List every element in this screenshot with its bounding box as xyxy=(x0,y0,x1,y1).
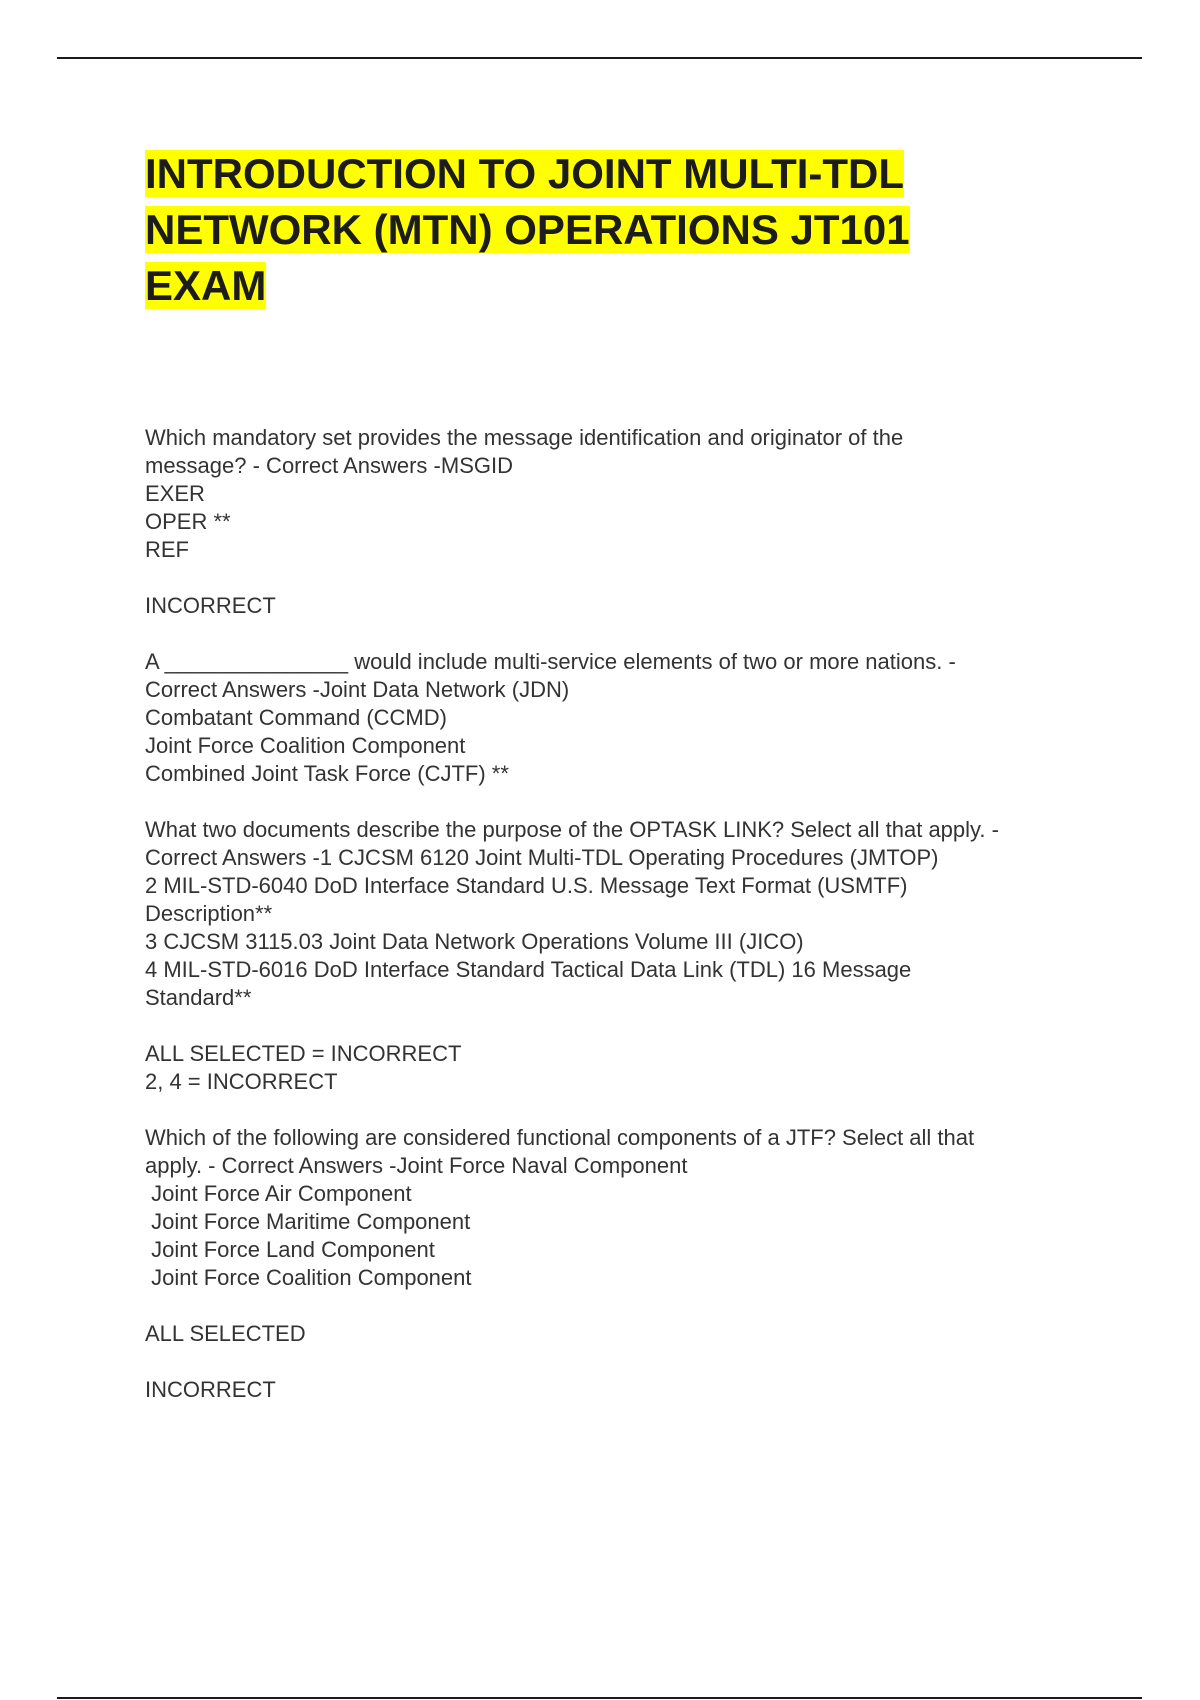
spacer xyxy=(145,1348,1105,1376)
question-text: Correct Answers -Joint Data Network (JDN) xyxy=(145,677,570,702)
document-body xyxy=(145,424,1105,1404)
question-text: Which mandatory set provides the message identification and originator of the xyxy=(145,425,904,450)
title-line: INTRODUCTION TO JOINT MULTI-TDL xyxy=(145,150,905,197)
answer-option: Joint Force Maritime Component xyxy=(145,1209,471,1234)
answer-option: 4 MIL-STD-6016 DoD Interface Standard Tactical Data Link (TDL) 16 Message xyxy=(145,957,912,982)
bottom-rule xyxy=(57,1697,1142,1699)
result-text: INCORRECT xyxy=(145,593,276,618)
question-text: Which of the following are considered functional components of a JTF? Select all that xyxy=(145,1125,975,1150)
answer-option: Standard** xyxy=(145,985,252,1010)
title-line: EXAM xyxy=(145,262,267,309)
top-rule xyxy=(57,57,1142,59)
spacer xyxy=(145,1096,1105,1124)
answer-option: OPER ** xyxy=(145,509,231,534)
question-text: Correct Answers -1 CJCSM 6120 Joint Multi-TDL Operating Procedures (JMTOP) xyxy=(145,845,939,870)
answer-option: EXER xyxy=(145,481,205,506)
question-text: What two documents describe the purpose of the OPTASK LINK? Select all that apply. - xyxy=(145,817,999,842)
answer-option: 3 CJCSM 3115.03 Joint Data Network Operations Volume III (JICO) xyxy=(145,929,804,954)
answer-option: Joint Force Coalition Component xyxy=(145,733,466,758)
spacer xyxy=(145,620,1105,648)
document-title xyxy=(145,146,1105,314)
answer-option: 2 MIL-STD-6040 DoD Interface Standard U.S. Message Text Format (USMTF) xyxy=(145,873,908,898)
question-text: message? - Correct Answers -MSGID xyxy=(145,453,513,478)
answer-option: Combatant Command (CCMD) xyxy=(145,705,447,730)
answer-option: Joint Force Land Component xyxy=(145,1237,435,1262)
answer-option: Description** xyxy=(145,901,273,926)
answer-option: Joint Force Air Component xyxy=(145,1181,412,1206)
spacer xyxy=(145,788,1105,816)
title-line: NETWORK (MTN) OPERATIONS JT101 xyxy=(145,206,910,253)
question-text: A _______________ would include multi-service elements of two or more nations. - xyxy=(145,649,956,674)
question-text: apply. - Correct Answers -Joint Force Naval Component xyxy=(145,1153,688,1178)
answer-option: Combined Joint Task Force (CJTF) ** xyxy=(145,761,509,786)
result-text: ALL SELECTED xyxy=(145,1321,306,1346)
answer-option: REF xyxy=(145,537,189,562)
spacer xyxy=(145,1292,1105,1320)
result-text: INCORRECT xyxy=(145,1377,276,1402)
spacer xyxy=(145,1012,1105,1040)
spacer xyxy=(145,564,1105,592)
result-text: 2, 4 = INCORRECT xyxy=(145,1069,338,1094)
answer-option: Joint Force Coalition Component xyxy=(145,1265,472,1290)
result-text: ALL SELECTED = INCORRECT xyxy=(145,1041,462,1066)
